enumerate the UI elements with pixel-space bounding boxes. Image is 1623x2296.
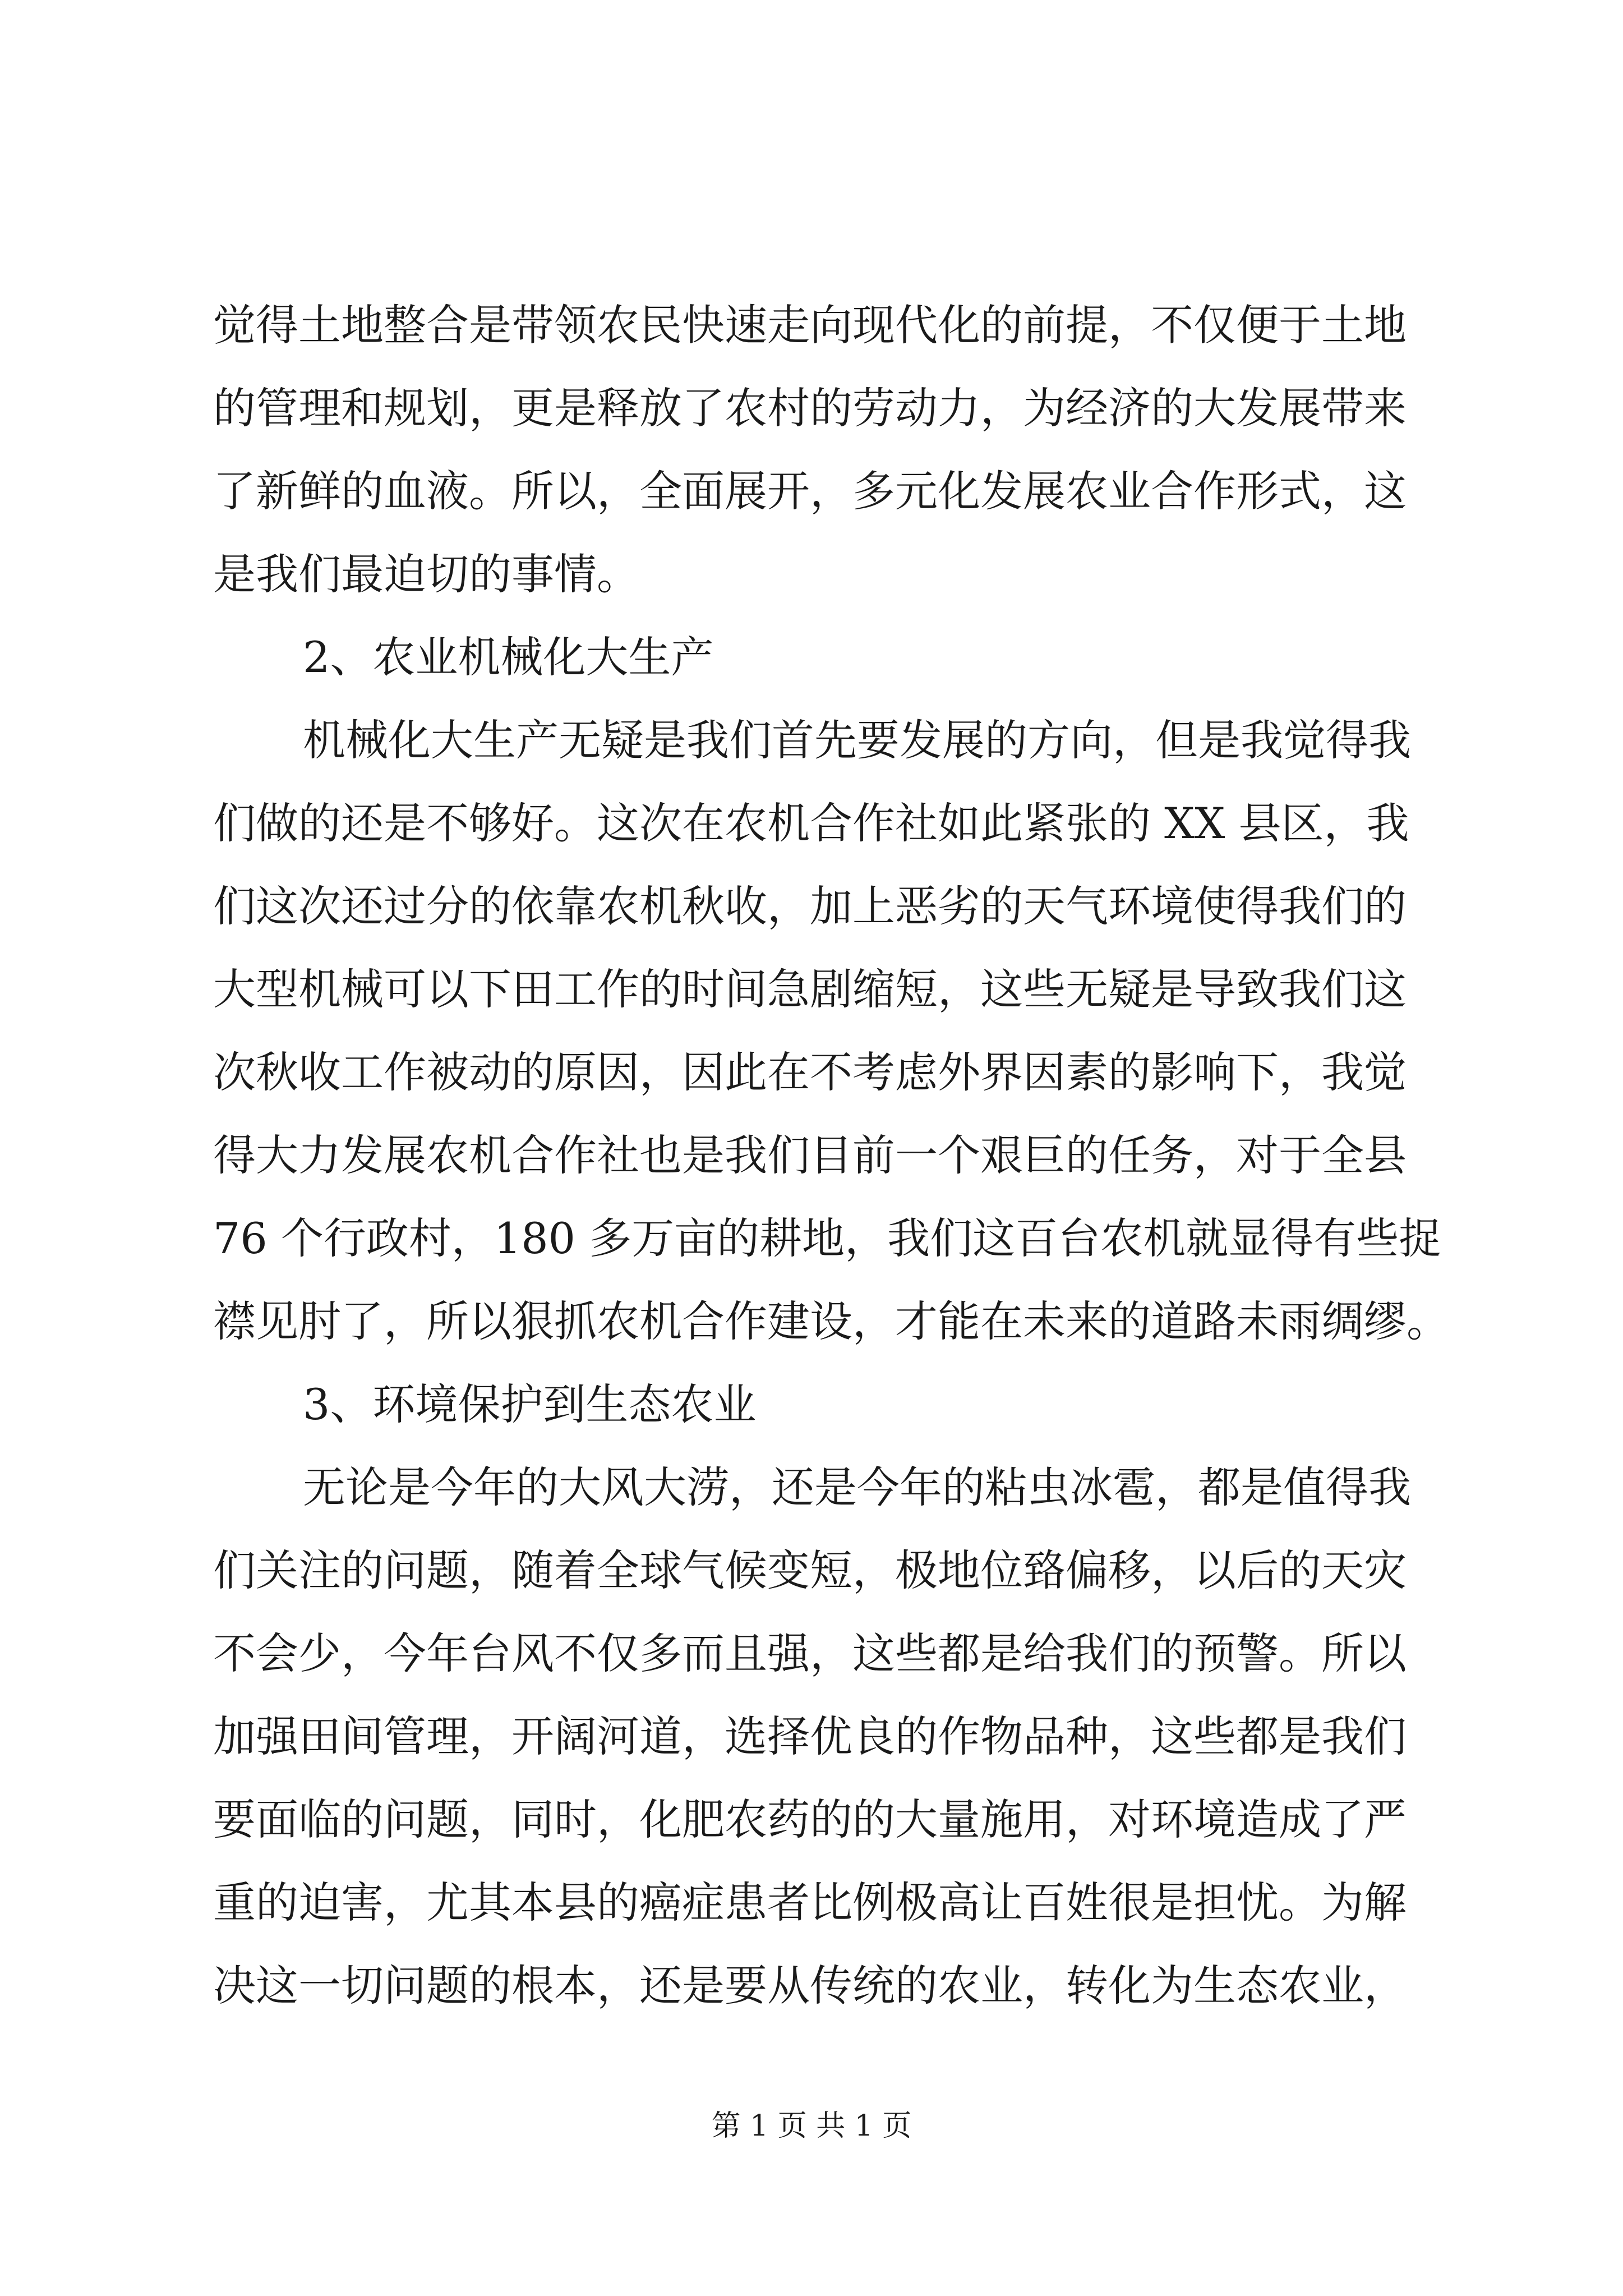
text-line: 们关注的问题，随着全球气候变短，极地位臵偏移，以后的天灾 <box>213 1545 1407 1595</box>
text-line: 襟见肘了，所以狠抓农机合作建设，才能在未来的道路未雨绸缪。 <box>213 1296 1449 1346</box>
text-line: 76 个行政村，180 多万亩的耕地，我们这百台农机就显得有些捉 <box>213 1213 1442 1263</box>
text-line: 们做的还是不够好。这次在农机合作社如此紧张的 XX 县区，我 <box>213 798 1409 848</box>
text-line: 们这次还过分的依靠农机秋收，加上恶劣的天气环境使得我们的 <box>213 881 1407 931</box>
text-line: 不会少，今年台风不仅多而且强，这些都是给我们的预警。所以 <box>213 1628 1407 1678</box>
text-line: 重的迫害，尤其本县的癌症患者比例极高让百姓很是担忧。为解 <box>213 1878 1407 1927</box>
text-line: 觉得土地整合是带领农民快速走向现代化的前提，不仅便于土地 <box>213 300 1407 350</box>
text-line: 加强田间管理，开阔河道，选择优良的作物品种，这些都是我们 <box>213 1711 1407 1761</box>
text-line: 了新鲜的血液。所以，全面展开，多元化发展农业合作形式，这 <box>213 466 1407 516</box>
text-line: 次秋收工作被动的原因，因此在不考虑外界因素的影响下，我觉 <box>213 1047 1407 1097</box>
text-line: 是我们最迫切的事情。 <box>213 549 639 599</box>
section-heading: 3、环境保护到生态农业 <box>303 1379 757 1429</box>
text-line: 的管理和规划，更是释放了农村的劳动力，为经济的大发展带来 <box>213 383 1407 433</box>
text-line: 大型机械可以下田工作的时间急剧缩短，这些无疑是导致我们这 <box>213 964 1407 1014</box>
page-footer: 第 1 页 共 1 页 <box>711 2109 912 2143</box>
section-heading: 2、农业机械化大生产 <box>303 632 714 682</box>
text-line: 得大力发展农机合作社也是我们目前一个艰巨的任务，对于全县 <box>213 1130 1407 1180</box>
text-line: 要面临的问题，同时，化肥农药的的大量施用，对环境造成了严 <box>213 1795 1407 1844</box>
text-line: 机械化大生产无疑是我们首先要发展的方向，但是我觉得我 <box>303 715 1411 765</box>
text-line: 无论是今年的大风大涝，还是今年的粘虫冰雹，都是值得我 <box>303 1462 1411 1512</box>
text-line: 决这一切问题的根本，还是要从传统的农业，转化为生态农业， <box>213 1961 1407 2010</box>
